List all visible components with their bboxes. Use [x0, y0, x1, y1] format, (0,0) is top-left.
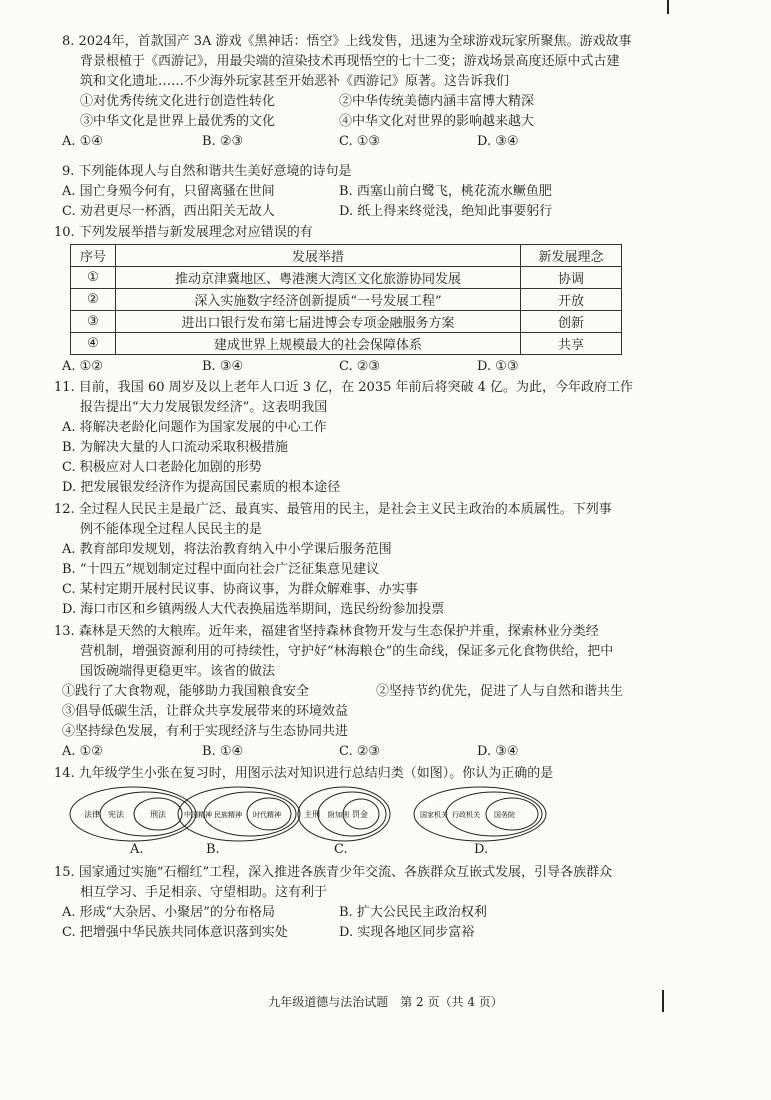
q15-option-a[interactable]: A. 形成“大杂居、小聚居”的分布格局: [62, 905, 275, 920]
q8-option-a[interactable]: A. ①④: [62, 134, 103, 149]
q15-line-2: 相互学习、手足相亲、守望相助。这有利于: [80, 885, 328, 900]
q13-option-d[interactable]: D. ③④: [477, 744, 519, 759]
q11-line-2: 报告提出“大力发展银发经济”。这表明我国: [80, 400, 328, 415]
diagram-c-middle-label: 附加刑: [328, 811, 349, 819]
q9-option-d[interactable]: D. 纸上得来终觉浅，绝知此事要躬行: [339, 204, 553, 219]
table-row: [71, 289, 622, 311]
diagram-c-outer-label: 主刑: [304, 810, 320, 819]
table-row: [71, 311, 622, 333]
q9-option-b[interactable]: B. 西塞山前白鹭飞，桃花流水鳜鱼肥: [339, 184, 552, 199]
q10-option-a[interactable]: A. ①②: [62, 359, 103, 374]
table-cell-index: ④: [71, 333, 116, 355]
q10-table: [70, 244, 622, 355]
table-row: [71, 267, 622, 289]
diagram-b-outer-label: 中国精神: [184, 811, 212, 819]
q10-option-c[interactable]: C. ②③: [339, 359, 381, 374]
diagram-b-venn: [176, 785, 302, 843]
table-cell-concept: 协调: [521, 267, 622, 289]
q13-line-1: 13. 森林是天然的大粮库。近年来，福建省坚持森林食物开发与生态保护并重，探索林业分类经: [54, 624, 599, 639]
q11-option-d[interactable]: D. 把发展银发经济作为提高国民素质的根本途径: [62, 480, 341, 495]
q10-stem: 10. 下列发展举措与新发展理念对应错误的有: [54, 225, 313, 240]
diagram-d-inner-label: 国务院: [494, 811, 515, 819]
diagram-b-middle-label: 民族精神: [214, 811, 242, 819]
q11-option-b[interactable]: B. 为解决大量的人口流动采取积极措施: [62, 440, 288, 455]
q8-option-b[interactable]: B. ②③: [202, 134, 244, 149]
q13-statement-1: ①践行了大食物观，能够助力我国粮食安全: [62, 684, 310, 699]
q13-statement-2: ②坚持节约优先，促进了人与自然和谐共生: [376, 684, 624, 699]
table-header-row: [71, 245, 622, 267]
table-cell-measure: 推动京津冀地区、粤港澳大湾区文化旅游协同发展: [116, 267, 521, 289]
table-cell-concept: 开放: [521, 289, 622, 311]
q9-stem: 9. 下列能体现人与自然和谐共生美好意境的诗句是: [62, 164, 352, 179]
table-cell-index: ②: [71, 289, 116, 311]
diagram-b-inner-label: 时代精神: [253, 811, 281, 819]
q11-option-a[interactable]: A. 将解决老龄化问题作为国家发展的中心工作: [62, 420, 327, 435]
diagram-c-venn: [296, 785, 392, 843]
q13-statement-4: ④坚持绿色发展，有利于实现经济与生态协同共进: [62, 724, 349, 739]
q8-line-1: 8. 2024年，首款国产 3A 游戏《黑神话：悟空》上线发售，迅速为全球游戏玩家所聚焦。游戏故事: [62, 34, 632, 49]
q10-options: [62, 358, 662, 376]
q15-option-c[interactable]: C. 把增强中华民族共同体意识落到实处: [62, 925, 288, 940]
diagram-b-option[interactable]: B.: [206, 842, 220, 857]
q8-option-c[interactable]: C. ①③: [339, 134, 381, 149]
q13-line-3: 国饭碗端得更稳更牢。该省的做法: [80, 664, 276, 679]
q13-line-2: 营机制，增强资源利用的可持续性，守护好“林海粮仓”的生命线，保证多元化食物供给，把中: [80, 644, 614, 659]
q8-option-d[interactable]: D. ③④: [477, 134, 519, 149]
diagram-c[interactable]: [296, 785, 392, 843]
scan-mark-top: [667, 0, 669, 14]
q12-option-b[interactable]: B. “十四五”规划制定过程中面向社会广泛征集意见建议: [62, 562, 380, 577]
diagram-d-outer-label: 国家机关: [420, 811, 448, 819]
diagram-d-middle-label: 行政机关: [452, 811, 480, 819]
diagram-d-venn: [412, 785, 548, 843]
diagram-c-option[interactable]: C.: [334, 842, 348, 857]
table-cell-measure: 深入实施数字经济创新提质“一号发展工程”: [116, 289, 521, 311]
diagram-c-inner-label: 罚金: [352, 810, 368, 819]
q8-line-2: 背景根植于《西游记》，用最尖端的渲染技术再现悟空的七十二变；游戏场景高度还原中式古建: [80, 54, 620, 69]
table-cell-measure: 进出口银行发布第七届进博会专项金融服务方案: [116, 311, 521, 333]
page-footer: 九年级道德与法治试题 第 2 页（共 4 页）: [268, 995, 503, 1009]
q8-statement-3: ③中华文化是世界上最优秀的文化: [80, 114, 276, 129]
q9-option-a[interactable]: A. 国亡身殒今何有，只留离骚在世间: [62, 184, 275, 199]
q8-statement-4: ④中华文化对世界的影响越来越大: [339, 114, 535, 129]
q8-statement-2: ②中华传统美德内涵丰富博大精深: [339, 94, 535, 109]
q12-option-c[interactable]: C. 某村定期开展村民议事、协商议事，为群众解难事、办实事: [62, 582, 418, 597]
table-cell-index: ①: [71, 267, 116, 289]
q9-option-c[interactable]: C. 劝君更尽一杯酒，西出阳关无故人: [62, 204, 275, 219]
q13-options: [62, 743, 662, 761]
table-cell-index: ③: [71, 311, 116, 333]
q13-option-c[interactable]: C. ②③: [339, 744, 381, 759]
diagram-a-option[interactable]: A.: [130, 842, 144, 857]
diagram-a-outer-label: 法律: [84, 810, 100, 819]
table-header-index: 序号: [71, 245, 116, 267]
table-cell-concept: 共享: [521, 333, 622, 355]
q10-option-d[interactable]: D. ①③: [477, 359, 519, 374]
table-cell-measure: 建成世界上规模最大的社会保障体系: [116, 333, 521, 355]
diagram-d-option[interactable]: D.: [474, 842, 489, 857]
q10-option-b[interactable]: B. ③④: [202, 359, 244, 374]
table-header-measure: 发展举措: [116, 245, 521, 267]
diagram-a-middle-label: 宪法: [108, 810, 124, 819]
q12-line-2: 例不能体现全过程人民民主的是: [80, 522, 263, 537]
q11-line-1: 11. 目前，我国 60 周岁及以上老年人口近 3 亿，在 2035 年前后将突破 4 亿。为此，今年政府工作: [54, 380, 634, 395]
q12-line-1: 12. 全过程人民民主是最广泛、最真实、最管用的民主，是社会主义民主政治的本质属性。下列事: [54, 502, 612, 517]
q13-statement-3: ③倡导低碳生活，让群众共享发展带来的环境效益: [62, 704, 349, 719]
q13-option-a[interactable]: A. ①②: [62, 744, 103, 759]
q12-option-d[interactable]: D. 海口市区和乡镇两级人大代表换届选举期间，选民纷纷参加投票: [62, 602, 445, 617]
q15-option-b[interactable]: B. 扩大公民民主政治权利: [339, 905, 487, 920]
q12-option-a[interactable]: A. 教育部印发规划，将法治教育纳入中小学课后服务范围: [62, 542, 392, 557]
q8-statement-1: ①对优秀传统文化进行创造性转化: [80, 94, 276, 109]
diagram-b[interactable]: [176, 785, 302, 843]
diagram-d[interactable]: [412, 785, 548, 843]
table-row: [71, 333, 622, 355]
q15-line-1: 15. 国家通过实施“石榴红”工程，深入推进各族青少年交流、各族群众互嵌式发展，引导各族群众: [54, 865, 613, 880]
table-header-concept: 新发展理念: [521, 245, 622, 267]
table-cell-concept: 创新: [521, 311, 622, 333]
q11-option-c[interactable]: C. 积极应对人口老龄化加剧的形势: [62, 460, 262, 475]
q8-line-3: 筑和文化遗址……不少海外玩家甚至开始恶补《西游记》原著。这告诉我们: [80, 74, 510, 89]
q13-option-b[interactable]: B. ①④: [202, 744, 244, 759]
diagram-a-inner-label: 刑法: [150, 810, 166, 819]
q8-options: [62, 133, 662, 151]
q14-stem: 14. 九年级学生小张在复习时，用图示法对知识进行总结归类（如图）。你认为正确的是: [54, 766, 554, 781]
q15-option-d[interactable]: D. 实现各地区同步富裕: [339, 925, 475, 940]
